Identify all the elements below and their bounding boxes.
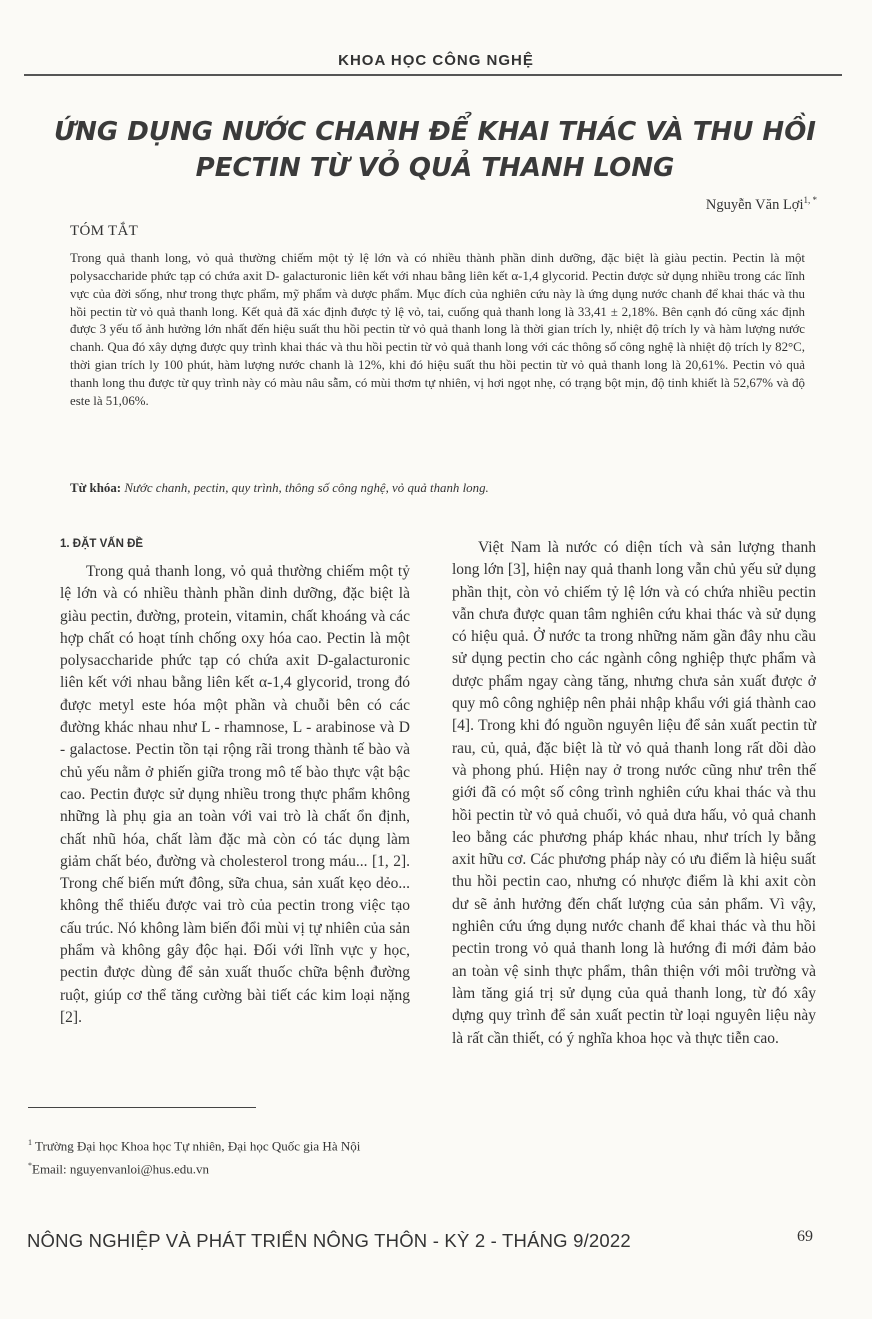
author-affiliation-marks: 1, * — [803, 195, 817, 205]
author-byline — [706, 195, 817, 214]
article-title — [30, 114, 840, 186]
abstract-body: Trong quả thanh long, vỏ quả thường chiếm một tỷ lệ lớn và có nhiều thành phần dinh dưỡng, đặc biệt là giàu pectin. Pectin là một polysaccharide phức tạp có chứa axit D- galacturonic liên kết với nhau bằng liên kết α-1,4 glycorid. Pectin được sử dụng nhiều trong các lĩnh vực của đời sống, như trong thực phẩm, mỹ phẩm và dược phẩm. Mục đích của nghiên cứu này là ứng dụng nước chanh để khai thác và thu hồi pectin từ vỏ quả thanh long. Kết quả đã xác định được tỷ lệ vỏ, tai, cuống quả thanh long là 33,41 ± 2,18%. Bên cạnh đó cũng xác định được 3 yếu tố ảnh hưởng lớn nhất đến hiệu suất thu hồi pectin từ vỏ quả thanh long là thời gian trích ly, nhiệt độ trích ly và hàm lượng nước chanh. Qua đó xây dựng được quy trình khai thác và thu hồi pectin từ vỏ quả thanh long với các thông số công nghệ là nhiệt độ trích ly 82°C, thời gian trích ly 100 phút, hàm lượng nước chanh là 12%, khi đó hiệu suất thu hồi pectin từ vỏ quả thanh long là 20,61%. Pectin vỏ quả thanh long thu được từ quy trình này có màu nâu sẫm, có mùi thơm tự nhiên, vị hơi ngọt nhẹ, có trạng bột mịn, độ tinh khiết là 52,67% và độ este là 51,06%. — [70, 251, 805, 408]
section-label: KHOA HỌC CÔNG NGHỆ — [338, 52, 534, 69]
footnote-affiliation — [28, 1133, 408, 1156]
title-line-1: ỨNG DỤNG NƯỚC CHANH ĐỂ KHAI THÁC VÀ THU HỒI — [54, 117, 816, 147]
header-divider — [24, 74, 842, 76]
paragraph — [60, 561, 410, 1029]
paragraph-text: Trong quả thanh long, vỏ quả thường chiếm một tỷ lệ lớn và có nhiều thành phần dinh dưỡng, đặc biệt là giàu pectin, đường, protein, vitamin, chất khoáng và các hợp chất có hoạt tính chống oxy hóa cao. Pectin là một polysaccharide phức tạp có chứa axit D-galacturonic liên kết với nhau bằng liên kết α-1,4 glycorid, trong đó được metyl este hóa một phần và chuỗi bên có các đường khác nhau như L - rhamnose, L - arabinose và D - galactose. Pectin tồn tại rộng rãi trong thành tế bào và chủ yếu nằm ở phiến giữa trong mô tế bào thực vật bậc cao. Pectin được sử dụng nhiều trong thực phẩm không những là phụ gia an toàn với vai trò là chất ổn định, chất nhũ hóa, chất làm đặc mà còn có tác dụng làm giảm chất béo, đường và cholesterol trong máu... [1, 2]. Trong chế biến mứt đông, sữa chua, sản xuất kẹo dẻo... không thể thiếu được vai trò của pectin trong việc tạo cấu trúc. Nó không làm biến đổi mùi vị tự nhiên của sản phẩm và không gây độc hại. Đối với lĩnh vực y học, pectin được dùng để sản xuất thuốc chữa bệnh đường ruột, giúp cơ thể tăng cường bài tiết các kim loại nặng [2]. — [60, 563, 410, 1026]
author-name: Nguyễn Văn Lợi — [705, 196, 804, 213]
right-column — [452, 537, 816, 1050]
abstract-heading: TÓM TẮT — [70, 223, 139, 239]
keywords-value: Nước chanh, pectin, quy trình, thông số công nghệ, vỏ quả thanh long. — [124, 481, 489, 495]
footnote-text: Email: nguyenvanloi@hus.edu.vn — [32, 1161, 209, 1177]
footnotes — [28, 1133, 408, 1180]
footnote-text: Trường Đại học Khoa học Tự nhiên, Đại học Quốc gia Hà Nội — [35, 1138, 361, 1154]
journal-footer: NÔNG NGHIỆP VÀ PHÁT TRIỂN NÔNG THÔN - KỲ 2 - THÁNG 9/2022 — [27, 1230, 631, 1251]
keywords-line — [70, 481, 805, 496]
left-column — [60, 561, 410, 1029]
keywords-label: Từ khóa: — [70, 481, 122, 495]
page-number: 69 — [797, 1228, 813, 1245]
section-heading: 1. ĐẶT VẤN ĐỀ — [60, 538, 144, 550]
footnote-mark: 1 — [28, 1138, 32, 1147]
footnote-divider — [28, 1107, 256, 1108]
title-line-2: PECTIN TỪ VỎ QUẢ THANH LONG — [195, 153, 675, 183]
footnote-email — [28, 1156, 408, 1179]
paragraph-text: Việt Nam là nước có diện tích và sản lượng thanh long lớn [3], hiện nay quả thanh long vẫn chủ yếu sử dụng phần thịt, còn vỏ chiếm tỷ lệ lớn và có chứa nhiều pectin vẫn chưa được quan tâm nghiên cứu khai thác và sử dụng có hiệu quả. Ở nước ta trong những năm gần đây nhu cầu sử dụng pectin cho các ngành công nghiệp thực phẩm và dược phẩm ngay càng tăng, nhưng chưa sản xuất được ở quy mô công nghiệp nên phải nhập khẩu với giá thành cao [4]. Trong khi đó nguồn nguyên liệu để sản xuất pectin từ rau, củ, quả, đặc biệt là từ vỏ quả thanh long rất dồi dào và phong phú. Hiện nay ở trong nước cũng như trên thế giới đã có một số công trình nghiên cứu khai thác và thu hồi pectin từ vỏ quả chuối, vỏ quả dưa hấu, vỏ quả chanh leo bằng các phương pháp khác nhau, như trích ly bằng axit hữu cơ. Các phương pháp này có ưu điểm là hiệu suất thu hồi pectin cao, nhưng có nhược điểm là khi axit còn dư sẽ ảnh hưởng đến chất lượng của sản phẩm. Vì vậy, nghiên cứu ứng dụng nước chanh để khai thác và thu hồi pectin trong vỏ quả thanh long là hướng đi mới đảm bảo an toàn vệ sinh thực phẩm, thân thiện với môi trường và làm tăng giá trị sử dụng của quả thanh long, từ đó xây dựng quy trình để sản xuất pectin từ loại nguyên liệu này là rất cần thiết, có ý nghĩa khoa học và thực tiễn cao. — [452, 539, 816, 1047]
paragraph — [452, 537, 816, 1050]
footnote-mark: * — [28, 1161, 32, 1171]
